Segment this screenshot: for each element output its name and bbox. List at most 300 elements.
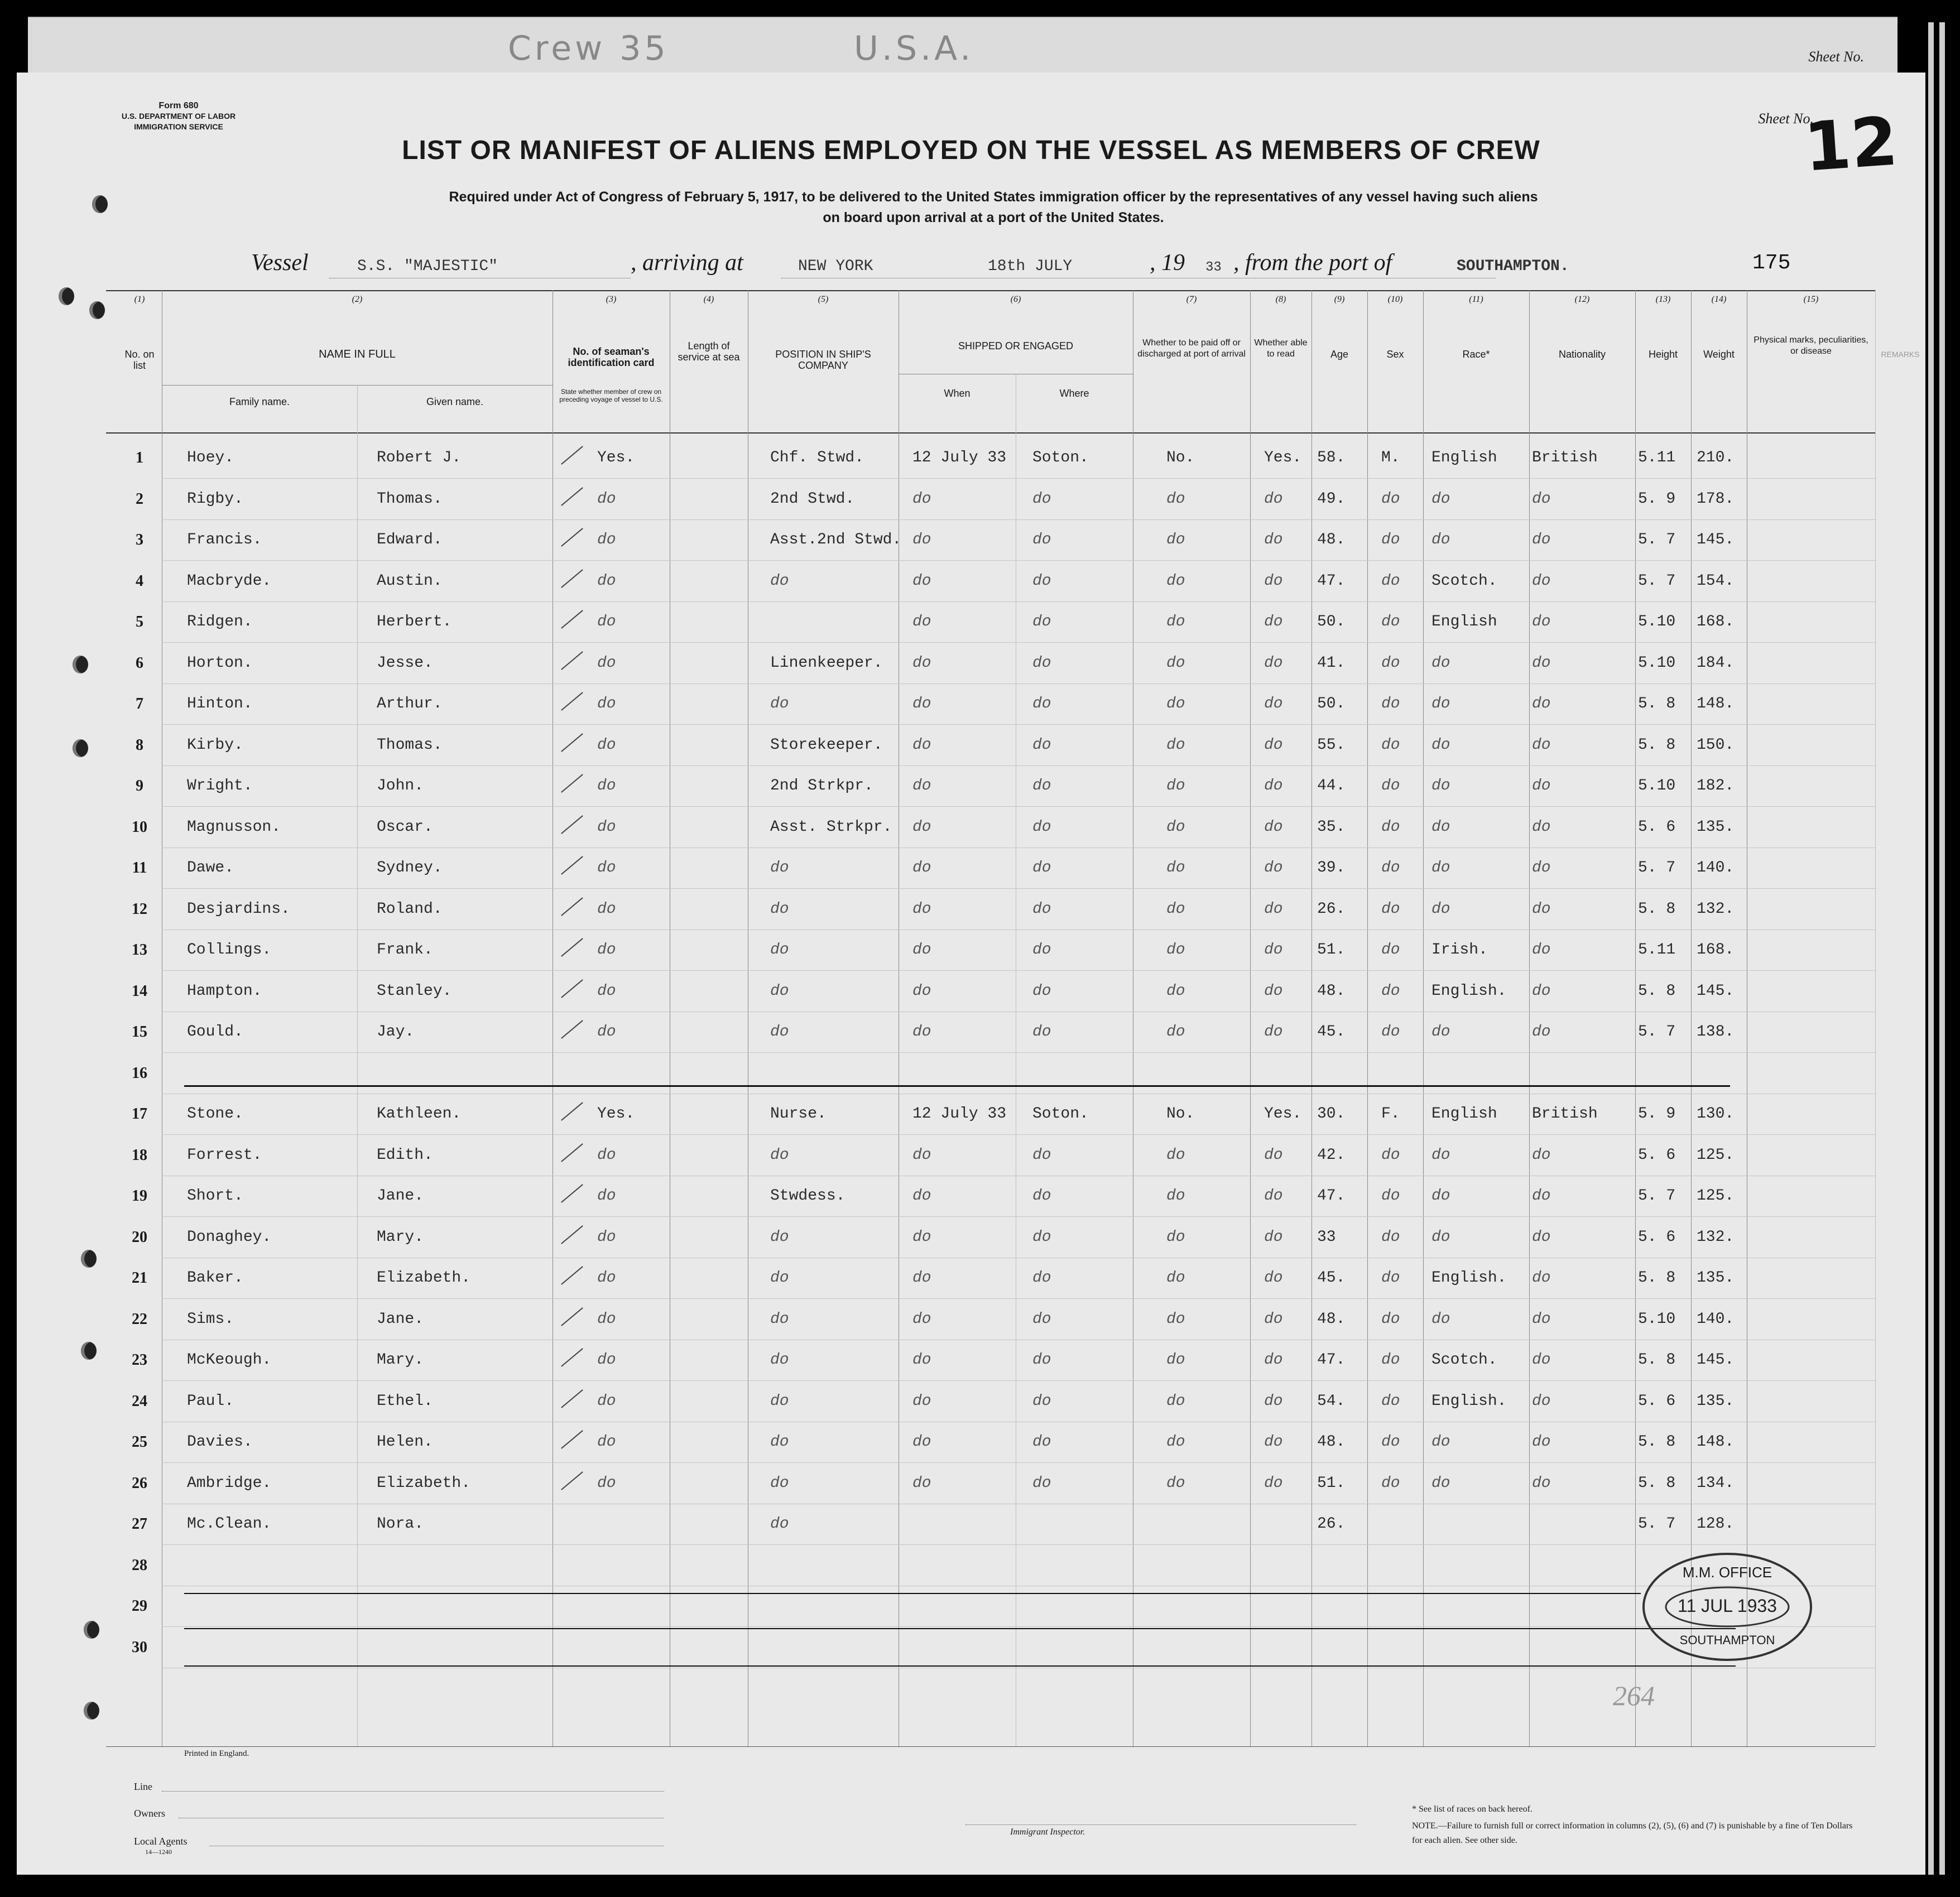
row-guide	[162, 1380, 1875, 1381]
cell-height: 5. 6	[1638, 818, 1676, 836]
footer-agents-label: Local Agents	[134, 1836, 188, 1847]
cell-sex: do	[1381, 1310, 1400, 1328]
row-number: 29	[132, 1597, 147, 1615]
row-number: 23	[132, 1351, 147, 1369]
cell-family: Gould.	[187, 1023, 243, 1041]
cell-when: do	[912, 1351, 931, 1369]
cell-sex: do	[1381, 1228, 1400, 1246]
sheet-number: 12	[1802, 103, 1900, 187]
cell-weight: 182.	[1697, 777, 1735, 795]
page-title: LIST OR MANIFEST OF ALIENS EMPLOYED ON THE VESSEL AS MEMBERS OF CREW	[402, 136, 1540, 165]
arrival-date: 18th JULY	[988, 258, 1073, 275]
cell-race: do	[1431, 1023, 1450, 1041]
cell-position: do	[770, 1474, 789, 1492]
cell-when: 12 July 33	[912, 449, 1007, 466]
cell-given: Nora.	[377, 1515, 424, 1533]
cell-given: Elizabeth.	[377, 1474, 471, 1492]
cell-weight: 148.	[1697, 695, 1735, 712]
header-height: Height	[1648, 349, 1678, 360]
cell-age: 39.	[1317, 859, 1346, 877]
header-sex: Sex	[1386, 349, 1404, 360]
vessel-label: Vessel	[251, 250, 309, 276]
check-mark	[561, 1020, 583, 1039]
cell-race: Scotch.	[1431, 572, 1497, 590]
cell-height: 5. 8	[1638, 900, 1676, 918]
cell-family: Hinton.	[187, 695, 253, 712]
form-service: IMMIGRATION SERVICE	[134, 122, 223, 131]
cell-given: Sydney.	[377, 859, 443, 877]
under-sheet-label: Sheet No.	[1808, 49, 1864, 65]
punch-hole	[59, 287, 74, 305]
cell-when: do	[912, 777, 931, 795]
cell-card: do	[597, 613, 616, 630]
cell-weight: 132.	[1697, 1228, 1735, 1246]
footer-owners-label: Owners	[134, 1808, 165, 1819]
colnum-5: (5)	[818, 295, 829, 304]
header-top-rule	[106, 290, 1875, 291]
cell-read: do	[1264, 490, 1283, 508]
check-mark	[561, 979, 583, 998]
colnum-14: (14)	[1711, 295, 1727, 304]
row-number: 17	[132, 1105, 147, 1123]
cell-sex: do	[1381, 736, 1400, 754]
cell-family: Stone.	[187, 1105, 243, 1123]
cell-family: Paul.	[187, 1392, 234, 1410]
cell-paid: do	[1166, 1146, 1185, 1164]
cell-height: 5.10	[1638, 654, 1676, 672]
cell-race: do	[1431, 900, 1450, 918]
cell-sex: F.	[1381, 1105, 1400, 1123]
cell-read: do	[1264, 1474, 1283, 1492]
cell-card: do	[597, 818, 616, 836]
punch-hole	[81, 1342, 97, 1360]
header-bottom-rule	[106, 432, 1875, 434]
cell-position: Asst. Strkpr.	[770, 818, 892, 836]
cell-race: English.	[1431, 982, 1507, 1000]
cell-sex: do	[1381, 1269, 1400, 1287]
cell-read: do	[1264, 736, 1283, 754]
col-divider	[1875, 290, 1876, 1746]
cell-paid: do	[1166, 736, 1185, 754]
cell-race: do	[1431, 1310, 1450, 1328]
cell-height: 5. 6	[1638, 1146, 1676, 1164]
cell-given: Jane.	[377, 1310, 424, 1328]
cell-sex: do	[1381, 1474, 1400, 1492]
cell-paid: do	[1166, 1310, 1185, 1328]
cell-position: do	[770, 1351, 789, 1369]
cell-when: do	[912, 1146, 931, 1164]
cell-given: Ethel.	[377, 1392, 433, 1410]
cell-height: 5. 6	[1638, 1228, 1676, 1246]
from-port: SOUTHAMPTON.	[1457, 258, 1569, 275]
cell-given: Jay.	[377, 1023, 415, 1041]
races-note: * See list of races on back hereof.	[1412, 1804, 1533, 1814]
cell-read: do	[1264, 1433, 1283, 1451]
row-guide	[162, 560, 1875, 561]
row-guide	[162, 1462, 1875, 1463]
colnum-12: (12)	[1574, 295, 1590, 304]
vessel-line	[17, 248, 1925, 282]
cell-age: 41.	[1317, 654, 1346, 672]
cell-age: 58.	[1317, 449, 1346, 466]
cell-card: do	[597, 1474, 616, 1492]
cell-sex: do	[1381, 1351, 1400, 1369]
row-number: 25	[132, 1433, 147, 1451]
row-number: 21	[132, 1269, 147, 1287]
row-number: 18	[132, 1146, 147, 1164]
cell-race: do	[1431, 859, 1450, 877]
row-number: 12	[132, 900, 147, 918]
row-number: 22	[132, 1310, 147, 1328]
row-guide	[162, 1298, 1875, 1299]
cell-height: 5. 8	[1638, 982, 1676, 1000]
subtitle-line-1: Required under Act of Congress of February 5, 1917, to be delivered to the United States immigration officer by the representatives of any vessel having such aliens	[449, 189, 1538, 205]
cell-card: do	[597, 1269, 616, 1287]
row-guide	[162, 1544, 1875, 1545]
cell-race: do	[1431, 1187, 1450, 1205]
row-number: 1	[136, 449, 143, 466]
cell-position: do	[770, 1269, 789, 1287]
punch-hole	[84, 1702, 99, 1720]
check-mark	[561, 1225, 583, 1244]
year-label: , 19	[1150, 250, 1185, 276]
row-number: 7	[136, 695, 143, 712]
row-guide	[162, 1052, 1875, 1053]
cell-nat: do	[1532, 736, 1551, 754]
cell-height: 5. 9	[1638, 1105, 1676, 1123]
cell-weight: 125.	[1697, 1187, 1735, 1205]
row-number: 9	[136, 777, 143, 795]
cell-paid: do	[1166, 818, 1185, 836]
cell-read: do	[1264, 1228, 1283, 1246]
cell-family: Ridgen.	[187, 613, 253, 630]
cell-where: do	[1032, 1269, 1051, 1287]
cell-when: do	[912, 859, 931, 877]
cell-card: do	[597, 490, 616, 508]
cell-family: Davies.	[187, 1433, 253, 1451]
cell-read: do	[1264, 941, 1283, 959]
cell-weight: 125.	[1697, 1146, 1735, 1164]
footer-rule	[106, 1746, 1875, 1747]
cell-paid: No.	[1166, 449, 1195, 466]
cell-weight: 178.	[1697, 490, 1735, 508]
cell-position: do	[770, 1310, 789, 1328]
row-guide	[162, 1626, 1875, 1627]
cell-race: Irish.	[1431, 941, 1488, 959]
cell-sex: do	[1381, 941, 1400, 959]
strike-rule	[184, 1593, 1641, 1594]
cell-sex: do	[1381, 1187, 1400, 1205]
cell-card: do	[597, 531, 616, 548]
cell-weight: 168.	[1697, 941, 1735, 959]
header-position: POSITION IN SHIP'S COMPANY	[775, 349, 871, 371]
cell-where: do	[1032, 1023, 1051, 1041]
cell-read: do	[1264, 613, 1283, 630]
penalty-note: NOTE.—Failure to furnish full or correct information in columns (2), (5), (6) and (7) is punishable by a fine of Ten Dollars for each alien. See other side.	[1412, 1821, 1853, 1845]
cell-card: do	[597, 1392, 616, 1410]
cell-paid: do	[1166, 1392, 1185, 1410]
cell-card: do	[597, 1433, 616, 1451]
cell-nat: do	[1532, 695, 1551, 712]
cell-sex: do	[1381, 531, 1400, 548]
cell-position: do	[770, 1146, 789, 1164]
cell-family: Collings.	[187, 941, 272, 959]
cell-age: 55.	[1317, 736, 1346, 754]
cell-family: McKeough.	[187, 1351, 272, 1369]
cell-when: do	[912, 613, 931, 630]
cell-given: Elizabeth.	[377, 1269, 471, 1287]
cell-height: 5. 7	[1638, 1515, 1676, 1533]
cell-when: do	[912, 1474, 931, 1492]
cell-race: do	[1431, 818, 1450, 836]
cell-weight: 140.	[1697, 859, 1735, 877]
colnum-7: (7)	[1186, 295, 1197, 304]
cell-age: 30.	[1317, 1105, 1346, 1123]
row-number: 16	[132, 1064, 147, 1082]
cell-height: 5. 7	[1638, 859, 1676, 877]
cell-height: 5.10	[1638, 777, 1676, 795]
cell-nat: British	[1532, 1105, 1598, 1123]
footer-line-dots	[162, 1791, 664, 1792]
cell-nat: do	[1532, 572, 1551, 590]
cell-paid: do	[1166, 1351, 1185, 1369]
check-mark	[561, 1143, 583, 1162]
cell-where: do	[1032, 654, 1051, 672]
cell-race: do	[1431, 1228, 1450, 1246]
cell-nat: do	[1532, 1351, 1551, 1369]
punch-hole	[89, 301, 105, 319]
cell-card: do	[597, 859, 616, 877]
cell-family: Kirby.	[187, 736, 243, 754]
cell-card: do	[597, 736, 616, 754]
cell-read: do	[1264, 859, 1283, 877]
cell-paid: do	[1166, 941, 1185, 959]
scrawl-crew: Crew 35	[508, 29, 669, 68]
cell-read: do	[1264, 531, 1283, 548]
sheet-label: Sheet No.	[1758, 110, 1814, 127]
row-guide	[162, 806, 1875, 807]
cell-weight: 134.	[1697, 1474, 1735, 1492]
stamp-office: M.M. OFFICE	[1682, 1564, 1772, 1581]
col-divider	[1635, 290, 1636, 1746]
cell-age: 48.	[1317, 982, 1346, 1000]
header-seaman-card: No. of seaman's identification card	[568, 346, 655, 368]
row-number: 26	[132, 1474, 147, 1492]
colnum-15: (15)	[1803, 295, 1819, 304]
col-divider	[1423, 290, 1424, 1746]
cell-family: Hoey.	[187, 449, 234, 466]
cell-sex: do	[1381, 1433, 1400, 1451]
cell-nat: do	[1532, 1269, 1551, 1287]
cell-height: 5. 7	[1638, 572, 1676, 590]
section-rule	[184, 1085, 1730, 1087]
cell-nat: do	[1532, 900, 1551, 918]
cell-family: Magnusson.	[187, 818, 281, 836]
row-number: 11	[132, 859, 147, 877]
cell-given: Edward.	[377, 531, 443, 548]
check-mark	[561, 774, 583, 793]
header-remarks: REMARKS	[1881, 350, 1920, 359]
row-number: 2	[136, 490, 143, 508]
cell-weight: 168.	[1697, 613, 1735, 630]
row-number: 14	[132, 982, 147, 1000]
cell-where: do	[1032, 1310, 1051, 1328]
cell-given: Robert J.	[377, 449, 462, 466]
cell-age: 42.	[1317, 1146, 1346, 1164]
cell-nat: do	[1532, 1146, 1551, 1164]
col-divider	[357, 385, 358, 1746]
check-mark	[561, 1430, 583, 1449]
cell-card: do	[597, 1228, 616, 1246]
cell-read: Yes.	[1264, 1105, 1302, 1123]
cell-family: Baker.	[187, 1269, 243, 1287]
row-guide	[162, 888, 1875, 889]
form-identifier	[95, 100, 262, 132]
colnum-13: (13)	[1655, 295, 1671, 304]
cell-position: do	[770, 572, 789, 590]
cell-when: do	[912, 1269, 931, 1287]
cell-sex: do	[1381, 859, 1400, 877]
cell-given: Edith.	[377, 1146, 433, 1164]
row-number: 3	[136, 531, 143, 548]
cell-where: do	[1032, 613, 1051, 630]
cell-position: 2nd Strkpr.	[770, 777, 873, 795]
inspector-label: Immigrant Inspector.	[1010, 1827, 1085, 1837]
cell-read: do	[1264, 900, 1283, 918]
cell-paid: do	[1166, 695, 1185, 712]
cell-paid: do	[1166, 777, 1185, 795]
from-port-label: , from the port of	[1233, 250, 1392, 276]
cell-weight: 145.	[1697, 1351, 1735, 1369]
cell-card: do	[597, 982, 616, 1000]
row-guide	[162, 765, 1875, 766]
strike-rule	[184, 1628, 1736, 1629]
cell-when: do	[912, 695, 931, 712]
cell-when: do	[912, 1433, 931, 1451]
cell-nat: do	[1532, 490, 1551, 508]
cell-weight: 184.	[1697, 654, 1735, 672]
cell-card: do	[597, 695, 616, 712]
cell-given: Mary.	[377, 1228, 424, 1246]
cell-card: Yes.	[597, 1105, 635, 1123]
cell-where: do	[1032, 1433, 1051, 1451]
cell-height: 5. 8	[1638, 1474, 1676, 1492]
cell-card: Yes.	[597, 449, 635, 466]
cell-nat: do	[1532, 1392, 1551, 1410]
stamp-place: SOUTHAMPTON	[1679, 1633, 1775, 1647]
cell-where: do	[1032, 1187, 1051, 1205]
cell-sex: do	[1381, 490, 1400, 508]
check-mark	[561, 856, 583, 875]
check-mark	[561, 446, 583, 465]
row-guide	[162, 1134, 1875, 1135]
cell-paid: do	[1166, 572, 1185, 590]
cell-paid: do	[1166, 613, 1185, 630]
row-number: 8	[136, 736, 143, 754]
cell-position: do	[770, 1433, 789, 1451]
cell-where: do	[1032, 982, 1051, 1000]
manifest-number: 175	[1752, 251, 1791, 275]
cell-given: Arthur.	[377, 695, 443, 712]
cell-paid: do	[1166, 1228, 1185, 1246]
check-mark	[561, 1102, 583, 1121]
cell-when: do	[912, 531, 931, 548]
cell-given: Austin.	[377, 572, 443, 590]
cell-family: Sims.	[187, 1310, 234, 1328]
header-able-to-read: Whether able to read	[1254, 338, 1308, 359]
cell-given: Oscar.	[377, 818, 433, 836]
cell-nat: do	[1532, 1187, 1551, 1205]
cell-race: do	[1431, 531, 1450, 548]
row-number: 4	[136, 572, 143, 590]
cell-when: do	[912, 1392, 931, 1410]
cell-family: Forrest.	[187, 1146, 262, 1164]
cell-sex: do	[1381, 1023, 1400, 1041]
row-guide	[162, 724, 1875, 725]
cell-when: do	[912, 982, 931, 1000]
header-nationality: Nationality	[1558, 349, 1606, 360]
cell-age: 26.	[1317, 1515, 1346, 1533]
cell-race: English	[1431, 613, 1497, 630]
cell-read: do	[1264, 1023, 1283, 1041]
cell-position: do	[770, 1392, 789, 1410]
footer-line-label: Line	[134, 1781, 152, 1792]
cell-where: do	[1032, 490, 1051, 508]
cell-position: do	[770, 1515, 789, 1533]
cell-where: do	[1032, 777, 1051, 795]
footer-agents-code: 14—1240	[145, 1848, 172, 1856]
cell-nat: do	[1532, 818, 1551, 836]
cell-where: do	[1032, 736, 1051, 754]
header-paid-off: Whether to be paid off or discharged at port of arrival	[1137, 338, 1246, 359]
cell-given: Helen.	[377, 1433, 433, 1451]
cell-paid: do	[1166, 531, 1185, 548]
check-mark	[561, 733, 583, 752]
col-divider	[1691, 290, 1692, 1746]
row-number: 20	[132, 1228, 147, 1246]
office-stamp	[1638, 1548, 1817, 1665]
cell-when: do	[912, 1310, 931, 1328]
cell-where: Soton.	[1032, 1105, 1089, 1123]
cell-given: Herbert.	[377, 613, 452, 630]
cell-given: John.	[377, 777, 424, 795]
cell-paid: do	[1166, 1433, 1185, 1451]
cell-position: do	[770, 695, 789, 712]
cell-race: do	[1431, 1433, 1450, 1451]
cell-weight: 130.	[1697, 1105, 1735, 1123]
cell-nat: do	[1532, 531, 1551, 548]
cell-race: English	[1431, 1105, 1497, 1123]
cell-paid: do	[1166, 490, 1185, 508]
row-number: 30	[132, 1638, 147, 1656]
form-department: U.S. DEPARTMENT OF LABOR	[121, 112, 236, 121]
check-mark	[561, 1184, 583, 1203]
header-weight: Weight	[1703, 349, 1735, 360]
cell-race: do	[1431, 695, 1450, 712]
col-divider	[1367, 290, 1368, 1746]
cell-weight: 132.	[1697, 900, 1735, 918]
cell-nat: do	[1532, 1228, 1551, 1246]
cell-nat: do	[1532, 654, 1551, 672]
cell-when: do	[912, 1187, 931, 1205]
cell-nat: do	[1532, 1474, 1551, 1492]
cell-family: Desjardins.	[187, 900, 290, 918]
subtitle-line-2: on board upon arrival at a port of the United States.	[823, 210, 1164, 225]
row-number: 28	[132, 1556, 147, 1574]
cell-position: Stwdess.	[770, 1187, 846, 1205]
colnum-2: (2)	[352, 295, 363, 304]
colnum-1: (1)	[134, 295, 145, 304]
